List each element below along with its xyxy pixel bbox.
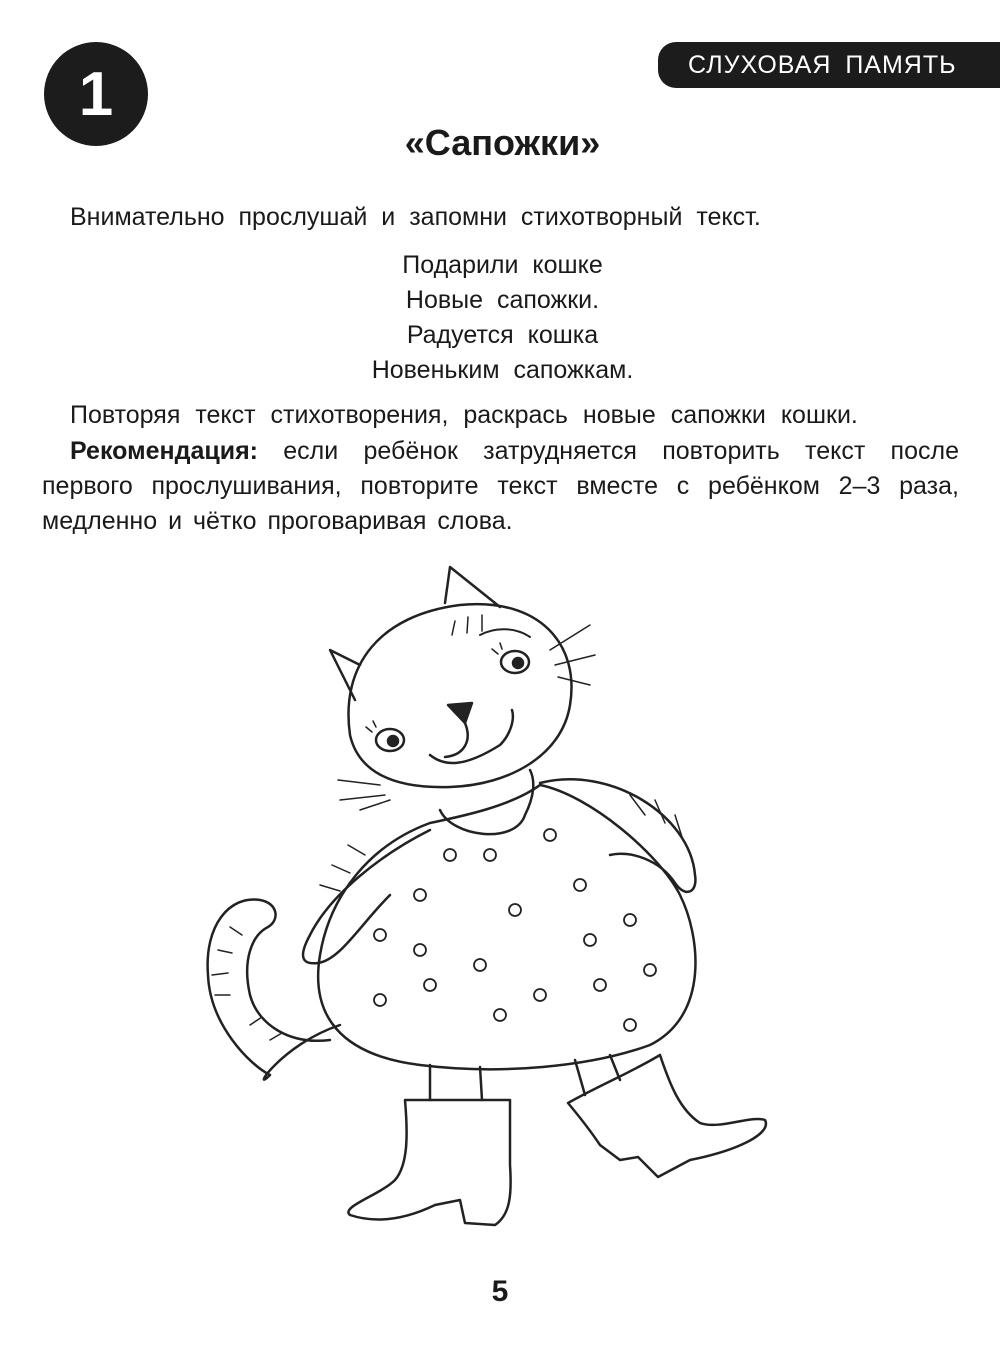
recommendation-label: Рекомендация: xyxy=(70,437,259,465)
recommendation-text: если ребёнок затрудняется повторить текст после первого прослушивания, повторите текст вместе с ребёнком 2–3 раза, медленно и чётко проговаривая слова. xyxy=(42,437,959,535)
poem-line: Подарили кошке xyxy=(402,251,603,279)
instruction-text: Внимательно прослушай и запомни стихотворный текст. xyxy=(70,203,761,231)
page-title: «Сапожки» xyxy=(404,122,601,163)
section-label: СЛУХОВАЯ ПАМЯТЬ xyxy=(688,50,957,79)
left-boot xyxy=(348,1100,510,1225)
right-boot xyxy=(568,1055,766,1177)
poem-line: Новеньким сапожкам. xyxy=(371,356,634,384)
poem xyxy=(0,248,1000,388)
arms xyxy=(303,779,695,963)
dress-flowers xyxy=(374,829,656,1031)
section-label-tab xyxy=(658,42,1000,88)
exercise-number: 1 xyxy=(78,59,114,129)
page-number: 5 xyxy=(491,1275,509,1308)
dress xyxy=(318,770,695,1069)
poem-line: Новые сапожки. xyxy=(405,286,600,314)
cat-in-boots-illustration xyxy=(190,555,830,1245)
task-text: Повторяя текст стихотворения, раскрась новые сапожки кошки. xyxy=(70,401,858,429)
cat-head xyxy=(330,567,595,810)
poem-line: Радуется кошка xyxy=(406,321,599,349)
recommendation xyxy=(42,434,959,539)
